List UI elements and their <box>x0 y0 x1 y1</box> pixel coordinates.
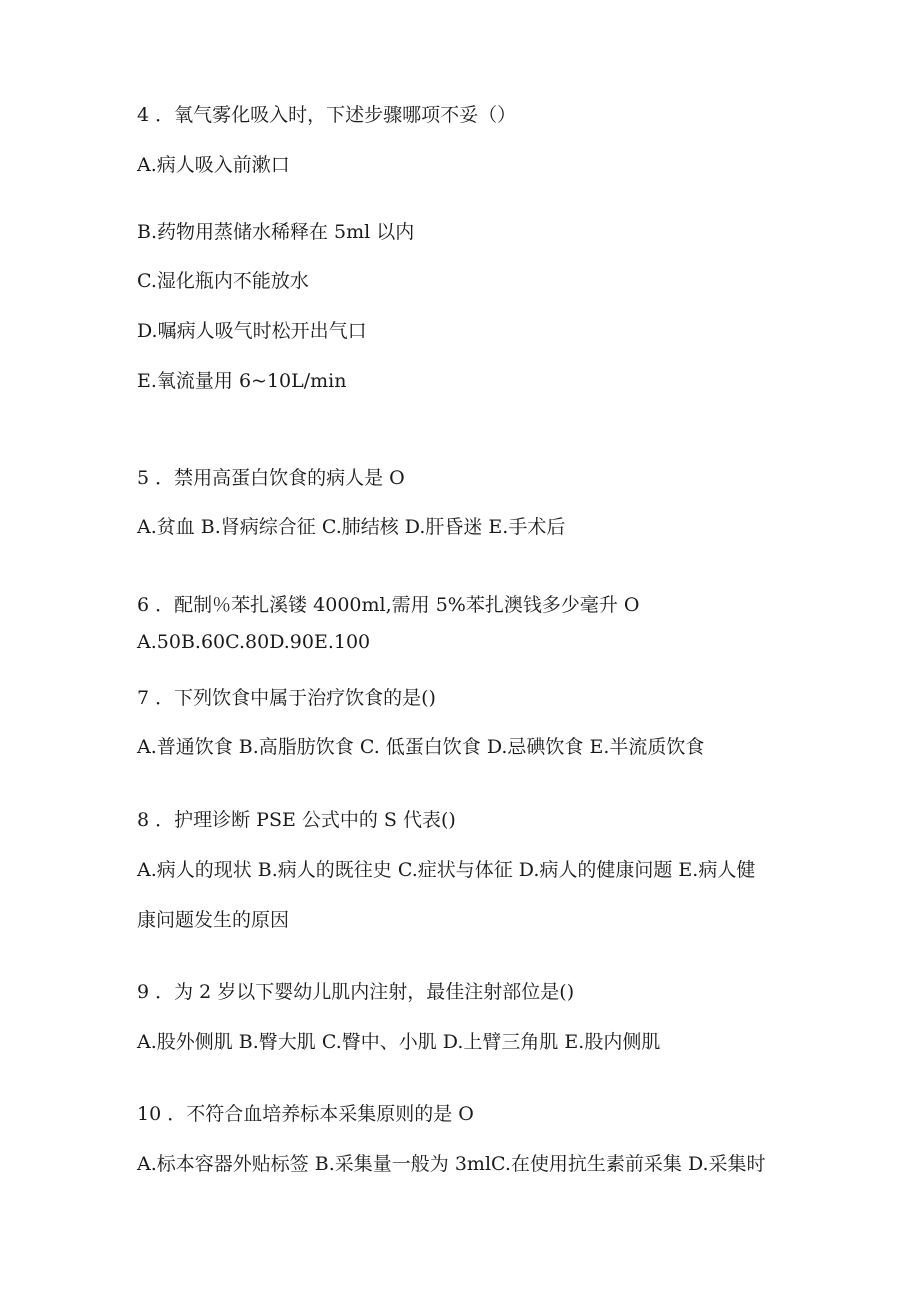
question-stem: 8 ．护理诊断 PSE 公式中的 S 代表() <box>137 809 456 831</box>
answer-option-continuation: 康问题发生的原因 <box>137 909 290 931</box>
answer-option: A.股外侧肌 B.臀大肌 C.臀中、小肌 D.上臂三角肌 E.股内侧肌 <box>137 1031 661 1053</box>
answer-option: A.贫血 B.肾病综合征 C.肺结核 D.肝昏迷 E.手术后 <box>137 516 566 538</box>
answer-option: A.病人吸入前漱口 <box>137 154 290 176</box>
question-stem: 5 ．禁用高蛋白饮食的病人是 O <box>137 467 405 489</box>
answer-option: A.50B.60C.80D.90E.100 <box>137 631 371 653</box>
answer-option: C.湿化瓶内不能放水 <box>137 270 309 292</box>
answer-option: A.标本容器外贴标签 B.采集量一般为 3mlC.在使用抗生素前采集 D.采集时 <box>137 1153 766 1175</box>
answer-option: D.嘱病人吸气时松开出气口 <box>137 320 367 342</box>
question-stem: 10 ．不符合血培养标本采集原则的是 O <box>137 1103 474 1125</box>
question-stem: 6 ．配制％苯扎溪镂 4000ml,需用 5%苯扎澳钱多少毫升 O <box>137 594 640 616</box>
question-stem: 4 ．氧气雾化吸入时，下述步骤哪项不妥（） <box>137 104 517 126</box>
question-stem: 9 ．为 2 岁以下婴幼儿肌内注射，最佳注射部位是() <box>137 981 575 1003</box>
answer-option: A.普通饮食 B.高脂肪饮食 C. 低蛋白饮食 D.忌碘饮食 E.半流质饮食 <box>137 736 705 758</box>
answer-option: B.药物用蒸储水稀释在 5ml 以内 <box>137 221 415 243</box>
question-stem: 7 ．下列饮食中属于治疗饮食的是() <box>137 687 436 709</box>
answer-option: A.病人的现状 B.病人的既往史 C.症状与体征 D.病人的健康问题 E.病人健 <box>137 859 756 881</box>
answer-option: E.氧流量用 6~10L∕min <box>137 370 347 392</box>
